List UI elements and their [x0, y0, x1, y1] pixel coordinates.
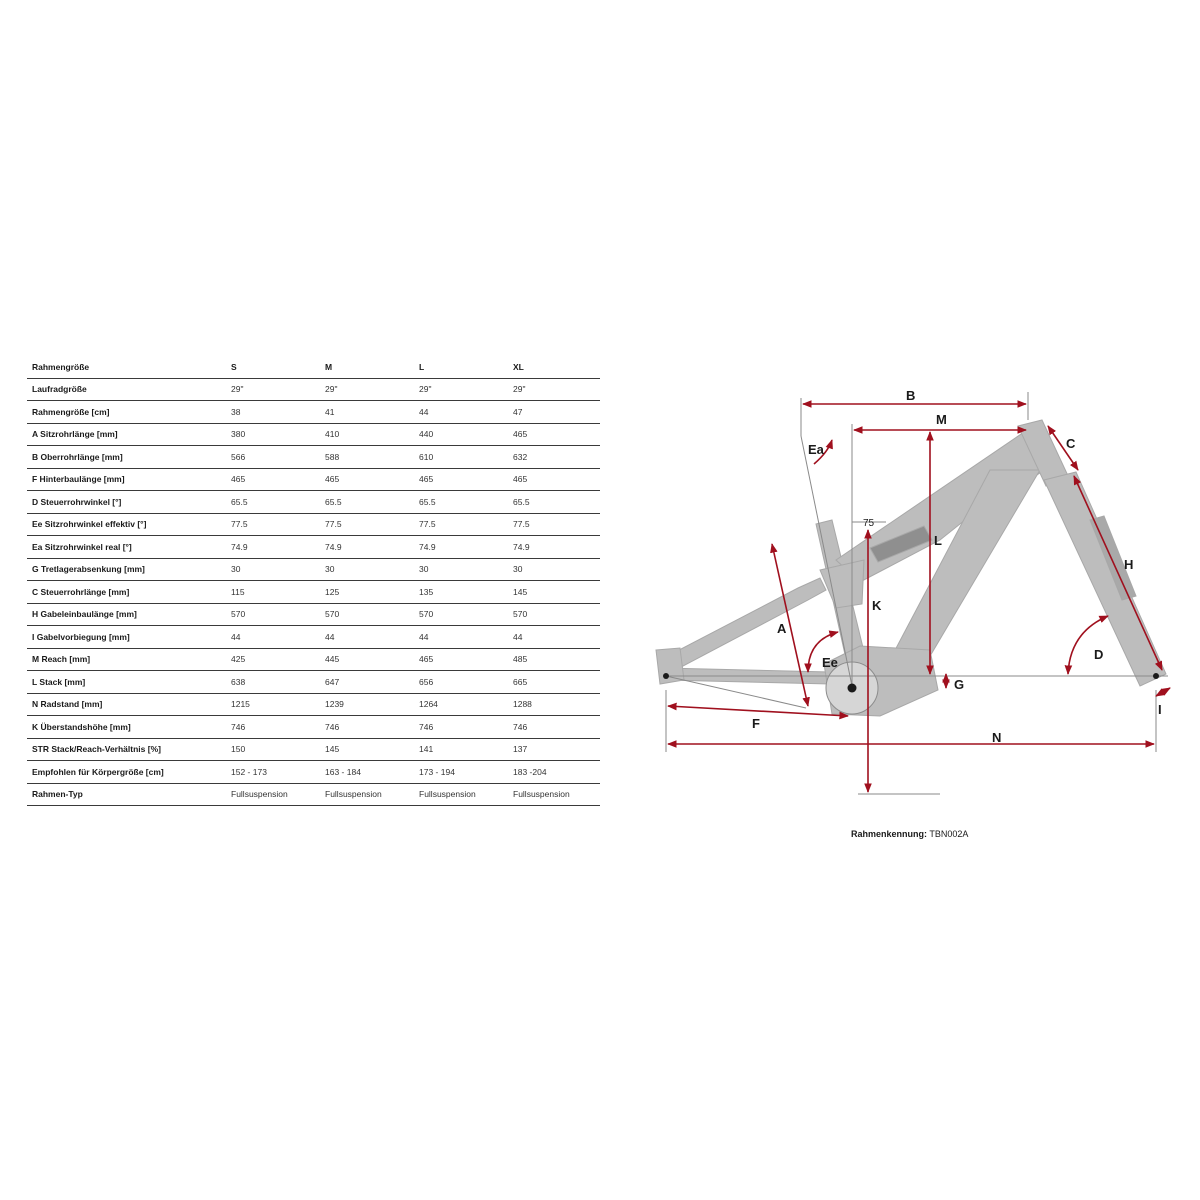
- row-label: B Oberrohrlänge [mm]: [27, 446, 226, 469]
- row-value: 656: [414, 671, 508, 694]
- row-value: 647: [320, 671, 414, 694]
- row-value: 30: [226, 558, 320, 581]
- row-value: 425: [226, 648, 320, 671]
- front-axle-dot: [1153, 673, 1159, 679]
- row-label: G Tretlagerabsenkung [mm]: [27, 558, 226, 581]
- row-value: 610: [414, 446, 508, 469]
- row-label: K Überstandshöhe [mm]: [27, 716, 226, 739]
- table-row: [27, 468, 600, 491]
- row-label: N Radstand [mm]: [27, 693, 226, 716]
- header-size-xl: XL: [508, 356, 600, 378]
- row-label: Rahmen-Typ: [27, 783, 226, 806]
- row-value: 465: [414, 468, 508, 491]
- table-row: [27, 536, 600, 559]
- row-value: 135: [414, 581, 508, 604]
- row-label: I Gabelvorbiegung [mm]: [27, 626, 226, 649]
- row-value: 30: [414, 558, 508, 581]
- row-label: Ee Sitzrohrwinkel effektiv [°]: [27, 513, 226, 536]
- header-size-l: L: [414, 356, 508, 378]
- row-value: 38: [226, 401, 320, 424]
- table-row: [27, 446, 600, 469]
- row-value: 47: [508, 401, 600, 424]
- table-row: [27, 716, 600, 739]
- label-d: D: [1094, 647, 1104, 662]
- row-value: 163 - 184: [320, 761, 414, 784]
- label-a: A: [777, 621, 787, 636]
- row-value: 588: [320, 446, 414, 469]
- row-value: 44: [414, 401, 508, 424]
- row-label: Laufradgröße: [27, 378, 226, 401]
- label-h: H: [1124, 557, 1134, 572]
- seatstay: [660, 578, 826, 674]
- label-c: C: [1066, 436, 1076, 451]
- header-frame-size: Rahmengröße: [27, 356, 226, 378]
- table-row: [27, 378, 600, 401]
- row-value: 65.5: [414, 491, 508, 514]
- row-value: 566: [226, 446, 320, 469]
- row-value: 29": [226, 378, 320, 401]
- row-value: 77.5: [508, 513, 600, 536]
- row-label: Empfohlen für Körpergröße [cm]: [27, 761, 226, 784]
- row-value: 746: [508, 716, 600, 739]
- row-value: 746: [320, 716, 414, 739]
- label-ee: Ee: [822, 655, 838, 670]
- row-value: 465: [226, 468, 320, 491]
- row-value: 173 - 194: [414, 761, 508, 784]
- table-row: [27, 603, 600, 626]
- row-value: 44: [226, 626, 320, 649]
- row-value: 570: [320, 603, 414, 626]
- row-value: 74.9: [320, 536, 414, 559]
- row-label: M Reach [mm]: [27, 648, 226, 671]
- table-row: [27, 491, 600, 514]
- row-label: C Steuerrohrlänge [mm]: [27, 581, 226, 604]
- row-value: 1215: [226, 693, 320, 716]
- label-n: N: [992, 730, 1002, 745]
- row-value: 1288: [508, 693, 600, 716]
- row-value: 485: [508, 648, 600, 671]
- frame-id-value: TBN002A: [929, 829, 969, 839]
- row-value: Fullsuspension: [320, 783, 414, 806]
- table-row: [27, 626, 600, 649]
- row-value: 44: [414, 626, 508, 649]
- row-label: H Gabeleinbaulänge [mm]: [27, 603, 226, 626]
- row-label: Ea Sitzrohrwinkel real [°]: [27, 536, 226, 559]
- row-value: 145: [320, 738, 414, 761]
- table-row: [27, 401, 600, 424]
- row-value: 74.9: [508, 536, 600, 559]
- row-value: 465: [414, 648, 508, 671]
- row-value: 570: [414, 603, 508, 626]
- frame-silhouette: [656, 420, 1166, 716]
- arc-d: [1068, 616, 1108, 674]
- row-label: L Stack [mm]: [27, 671, 226, 694]
- table-row: [27, 581, 600, 604]
- bottom-bracket-dot: [848, 684, 857, 693]
- row-value: 115: [226, 581, 320, 604]
- row-label: A Sitzrohrlänge [mm]: [27, 423, 226, 446]
- label-l: L: [934, 533, 942, 548]
- row-value: 77.5: [414, 513, 508, 536]
- table-row: [27, 761, 600, 784]
- row-value: 77.5: [320, 513, 414, 536]
- row-value: 746: [226, 716, 320, 739]
- row-value: 65.5: [508, 491, 600, 514]
- bike-geometry-diagram: [640, 370, 1180, 810]
- header-size-s: S: [226, 356, 320, 378]
- dimension-lines: [668, 404, 1170, 792]
- dim-f: [668, 706, 848, 716]
- row-value: 570: [508, 603, 600, 626]
- row-value: 74.9: [226, 536, 320, 559]
- row-value: 44: [320, 626, 414, 649]
- row-value: 638: [226, 671, 320, 694]
- table-row: [27, 693, 600, 716]
- row-value: 30: [508, 558, 600, 581]
- table-row: [27, 423, 600, 446]
- table-header-row: [27, 356, 600, 378]
- row-value: 137: [508, 738, 600, 761]
- label-i: I: [1158, 702, 1162, 717]
- label-k: K: [872, 598, 882, 613]
- row-value: 1264: [414, 693, 508, 716]
- table-row: [27, 783, 600, 806]
- row-value: 665: [508, 671, 600, 694]
- row-value: 410: [320, 423, 414, 446]
- label-ea: Ea: [808, 442, 824, 457]
- frame-id: [851, 829, 968, 839]
- label-offset-75: 75: [863, 518, 875, 529]
- row-value: Fullsuspension: [414, 783, 508, 806]
- row-value: 29": [508, 378, 600, 401]
- row-value: 145: [508, 581, 600, 604]
- row-value: 570: [226, 603, 320, 626]
- table-row: [27, 558, 600, 581]
- row-label: STR Stack/Reach-Verhältnis [%]: [27, 738, 226, 761]
- table-body: [27, 378, 600, 806]
- row-value: 65.5: [226, 491, 320, 514]
- row-value: 150: [226, 738, 320, 761]
- row-value: 465: [508, 468, 600, 491]
- row-value: 77.5: [226, 513, 320, 536]
- row-value: 30: [320, 558, 414, 581]
- row-value: Fullsuspension: [508, 783, 600, 806]
- guide-lines: [664, 392, 1168, 794]
- row-value: 41: [320, 401, 414, 424]
- row-value: 125: [320, 581, 414, 604]
- row-label: F Hinterbaulänge [mm]: [27, 468, 226, 491]
- row-value: 632: [508, 446, 600, 469]
- row-label: Rahmengröße [cm]: [27, 401, 226, 424]
- row-value: 44: [508, 626, 600, 649]
- frame-id-key: Rahmenkennung:: [851, 829, 928, 839]
- rear-axle-dot: [663, 673, 669, 679]
- row-value: 74.9: [414, 536, 508, 559]
- row-label: D Steuerrohrwinkel [°]: [27, 491, 226, 514]
- table-row: [27, 648, 600, 671]
- label-m: M: [936, 412, 947, 427]
- geometry-table: [27, 356, 600, 806]
- row-value: 152 - 173: [226, 761, 320, 784]
- row-value: 465: [320, 468, 414, 491]
- row-value: 141: [414, 738, 508, 761]
- row-value: 65.5: [320, 491, 414, 514]
- table-row: [27, 671, 600, 694]
- table-row: [27, 738, 600, 761]
- row-value: 29": [414, 378, 508, 401]
- row-value: 29": [320, 378, 414, 401]
- row-value: Fullsuspension: [226, 783, 320, 806]
- row-value: 380: [226, 423, 320, 446]
- row-value: 183 -204: [508, 761, 600, 784]
- label-b: B: [906, 388, 916, 403]
- row-value: 440: [414, 423, 508, 446]
- table-row: [27, 513, 600, 536]
- row-value: 465: [508, 423, 600, 446]
- rear-dropout: [656, 648, 684, 684]
- label-g: G: [954, 677, 965, 692]
- row-value: 445: [320, 648, 414, 671]
- row-value: 746: [414, 716, 508, 739]
- label-f: F: [752, 716, 760, 731]
- row-value: 1239: [320, 693, 414, 716]
- dim-i: [1156, 688, 1170, 696]
- header-size-m: M: [320, 356, 414, 378]
- fork: [1044, 472, 1166, 686]
